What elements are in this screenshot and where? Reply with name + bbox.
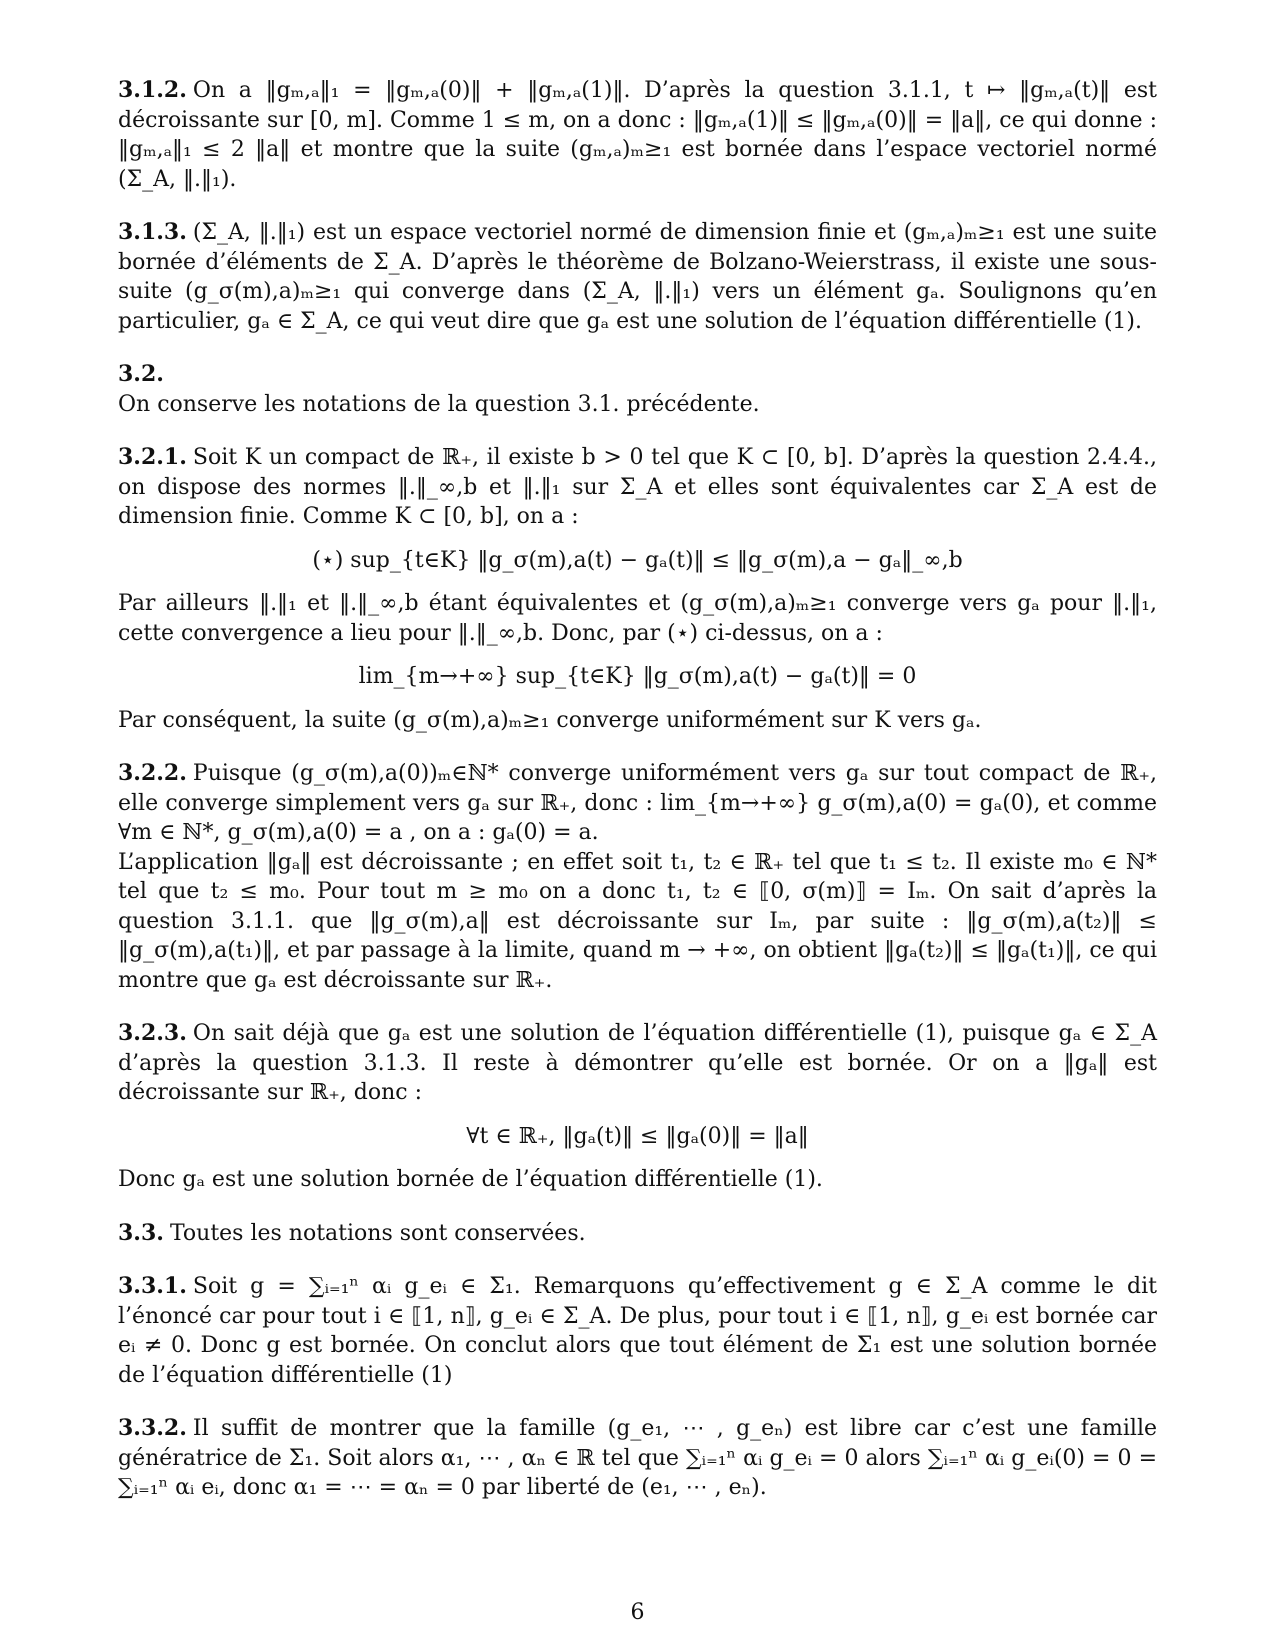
paragraph-3-3-1 xyxy=(118,1272,1157,1390)
paragraph-3-3 xyxy=(118,1219,1157,1249)
section-3-2 xyxy=(118,360,1157,419)
paragraph-text: Puisque (g_σ(m),a(0))ₘ∈ℕ* converge uniformément vers gₐ sur tout compact de ℝ₊, elle converge simplement vers gₐ sur ℝ₊, donc : lim_{m→+∞} g_σ(m),a(0) = gₐ(0), et comme ∀m ∈ ℕ*, g_σ(m),a(0) = a , on a : gₐ(0) = a. xyxy=(118,761,1157,845)
section-label: 3.2. xyxy=(118,361,164,387)
paragraph-3-2-2 xyxy=(118,759,1157,995)
display-formula-star: (⋆) sup_{t∈K} ‖g_σ(m),a(t) − gₐ(t)‖ ≤ ‖g_σ(m),a − gₐ‖_∞,b xyxy=(312,547,963,573)
section-label: 3.2.1. xyxy=(118,444,187,470)
display-formula-bound: ∀t ∈ ℝ₊, ‖gₐ(t)‖ ≤ ‖gₐ(0)‖ = ‖a‖ xyxy=(466,1123,809,1149)
section-label: 3.3. xyxy=(118,1219,164,1246)
paragraph-text: L’application ‖gₐ‖ est décroissante ; en effet soit t₁, t₂ ∈ ℝ₊ tel que t₁ ≤ t₂. Il existe m₀ ∈ ℕ* tel que t₂ ≤ m₀. Pour tout m ≥ m₀ on a donc t₁, t₂ ∈ ⟦0, σ(m)⟧ = Iₘ. On sait d’après la question 3.1.1. que ‖g_σ(m),a‖ est décroissante sur Iₘ, par suite : ‖g_σ(m),a(t₂)‖ ≤ ‖g_σ(m),a(t₁)‖, et par passage à la limite, quand m → +∞, on obtient ‖gₐ(t₂)‖ ≤ ‖gₐ(t₁)‖, ce qui montre que gₐ est décroissante sur ℝ₊. xyxy=(118,849,1157,993)
paragraph-3-3-2 xyxy=(118,1414,1157,1503)
paragraph-text: On a ‖gₘ,ₐ‖₁ = ‖gₘ,ₐ(0)‖ + ‖gₘ,ₐ(1)‖. D’après la question 3.1.1, t ↦ ‖gₘ,ₐ(t)‖ est décroissante sur [0, m]. Comme 1 ≤ m, on a donc : ‖gₘ,ₐ(1)‖ ≤ ‖gₘ,ₐ(0)‖ = ‖a‖, ce qui donne : ‖gₘ,ₐ‖₁ ≤ 2 ‖a‖ et montre que la suite (gₘ,ₐ)ₘ≥₁ est bornée dans l’espace vectoriel normé (Σ_A, ‖.‖₁). xyxy=(118,78,1157,192)
section-label: 3.1.2. xyxy=(118,77,187,103)
section-label: 3.3.1. xyxy=(118,1273,187,1299)
paragraph-3-2-3 xyxy=(118,1019,1157,1195)
section-label: 3.3.2. xyxy=(118,1415,187,1441)
paragraph-text: Donc gₐ est une solution bornée de l’équation différentielle (1). xyxy=(118,1167,823,1192)
paragraph-text: Par ailleurs ‖.‖₁ et ‖.‖_∞,b étant équivalentes et (g_σ(m),a)ₘ≥₁ converge vers gₐ pour ‖.‖₁, cette convergence a lieu pour ‖.‖_∞,b. Donc, par (⋆) ci-dessus, on a : xyxy=(118,591,1157,646)
paragraph-text: (Σ_A, ‖.‖₁) est un espace vectoriel normé de dimension finie et (gₘ,ₐ)ₘ≥₁ est une suite bornée d’éléments de Σ_A. D’après le théorème de Bolzano-Weierstrass, il existe une sous-suite (g_σ(m),a)ₘ≥₁ qui converge dans (Σ_A, ‖.‖₁) vers un élément gₐ. Soulignons qu’en particulier, gₐ ∈ Σ_A, ce qui veut dire que gₐ est une solution de l’équation différentielle (1). xyxy=(118,220,1157,334)
page-number: 6 xyxy=(630,1600,645,1625)
paragraph-text: Par conséquent, la suite (g_σ(m),a)ₘ≥₁ converge uniformément sur K vers gₐ. xyxy=(118,707,982,733)
paragraph-text: Soit K un compact de ℝ₊, il existe b > 0 tel que K ⊂ [0, b]. D’après la question 2.4.4., on dispose des normes ‖.‖_∞,b et ‖.‖₁ sur Σ_A et elles sont équivalentes car Σ_A est de dimension finie. Comme K ⊂ [0, b], on a : xyxy=(118,445,1157,529)
paragraph-text: Toutes les notations sont conservées. xyxy=(169,1220,586,1246)
paragraph-3-2-1 xyxy=(118,443,1157,735)
section-label: 3.1.3. xyxy=(118,219,187,245)
paragraph-text: Il suffit de montrer que la famille (g_e₁, ⋯ , g_eₙ) est libre car c’est une famille génératrice de Σ₁. Soit alors α₁, ⋯ , αₙ ∈ ℝ tel que ∑ᵢ₌₁ⁿ αᵢ g_eᵢ = 0 alors ∑ᵢ₌₁ⁿ αᵢ g_eᵢ(0) = 0 = ∑ᵢ₌₁ⁿ αᵢ eᵢ, donc α₁ = ⋯ = αₙ = 0 par liberté de (e₁, ⋯ , eₙ). xyxy=(118,1416,1157,1500)
paragraph-3-1-2 xyxy=(118,76,1157,194)
paragraph-text: On sait déjà que gₐ est une solution de l’équation différentielle (1), puisque gₐ ∈ Σ_A d’après la question 3.1.3. Il reste à démontrer qu’elle est bornée. Or on a ‖gₐ‖ est décroissante sur ℝ₊, donc : xyxy=(118,1021,1157,1105)
paragraph-text: Soit g = ∑ᵢ₌₁ⁿ αᵢ g_eᵢ ∈ Σ₁. Remarquons qu’effectivement g ∈ Σ_A comme le dit l’énoncé car pour tout i ∈ ⟦1, n⟧, g_eᵢ ∈ Σ_A. De plus, pour tout i ∈ ⟦1, n⟧, g_eᵢ est bornée car eᵢ ≠ 0. Donc g est bornée. On conclut alors que tout élément de Σ₁ est une solution bornée de l’équation différentielle (1) xyxy=(118,1274,1157,1388)
paragraph-text: On conserve les notations de la question 3.1. précédente. xyxy=(118,391,760,417)
section-label: 3.2.2. xyxy=(118,760,187,786)
section-label: 3.2.3. xyxy=(118,1020,187,1046)
paragraph-3-1-3 xyxy=(118,218,1157,336)
display-formula-limit: lim_{m→+∞} sup_{t∈K} ‖g_σ(m),a(t) − gₐ(t)‖ = 0 xyxy=(358,664,917,689)
